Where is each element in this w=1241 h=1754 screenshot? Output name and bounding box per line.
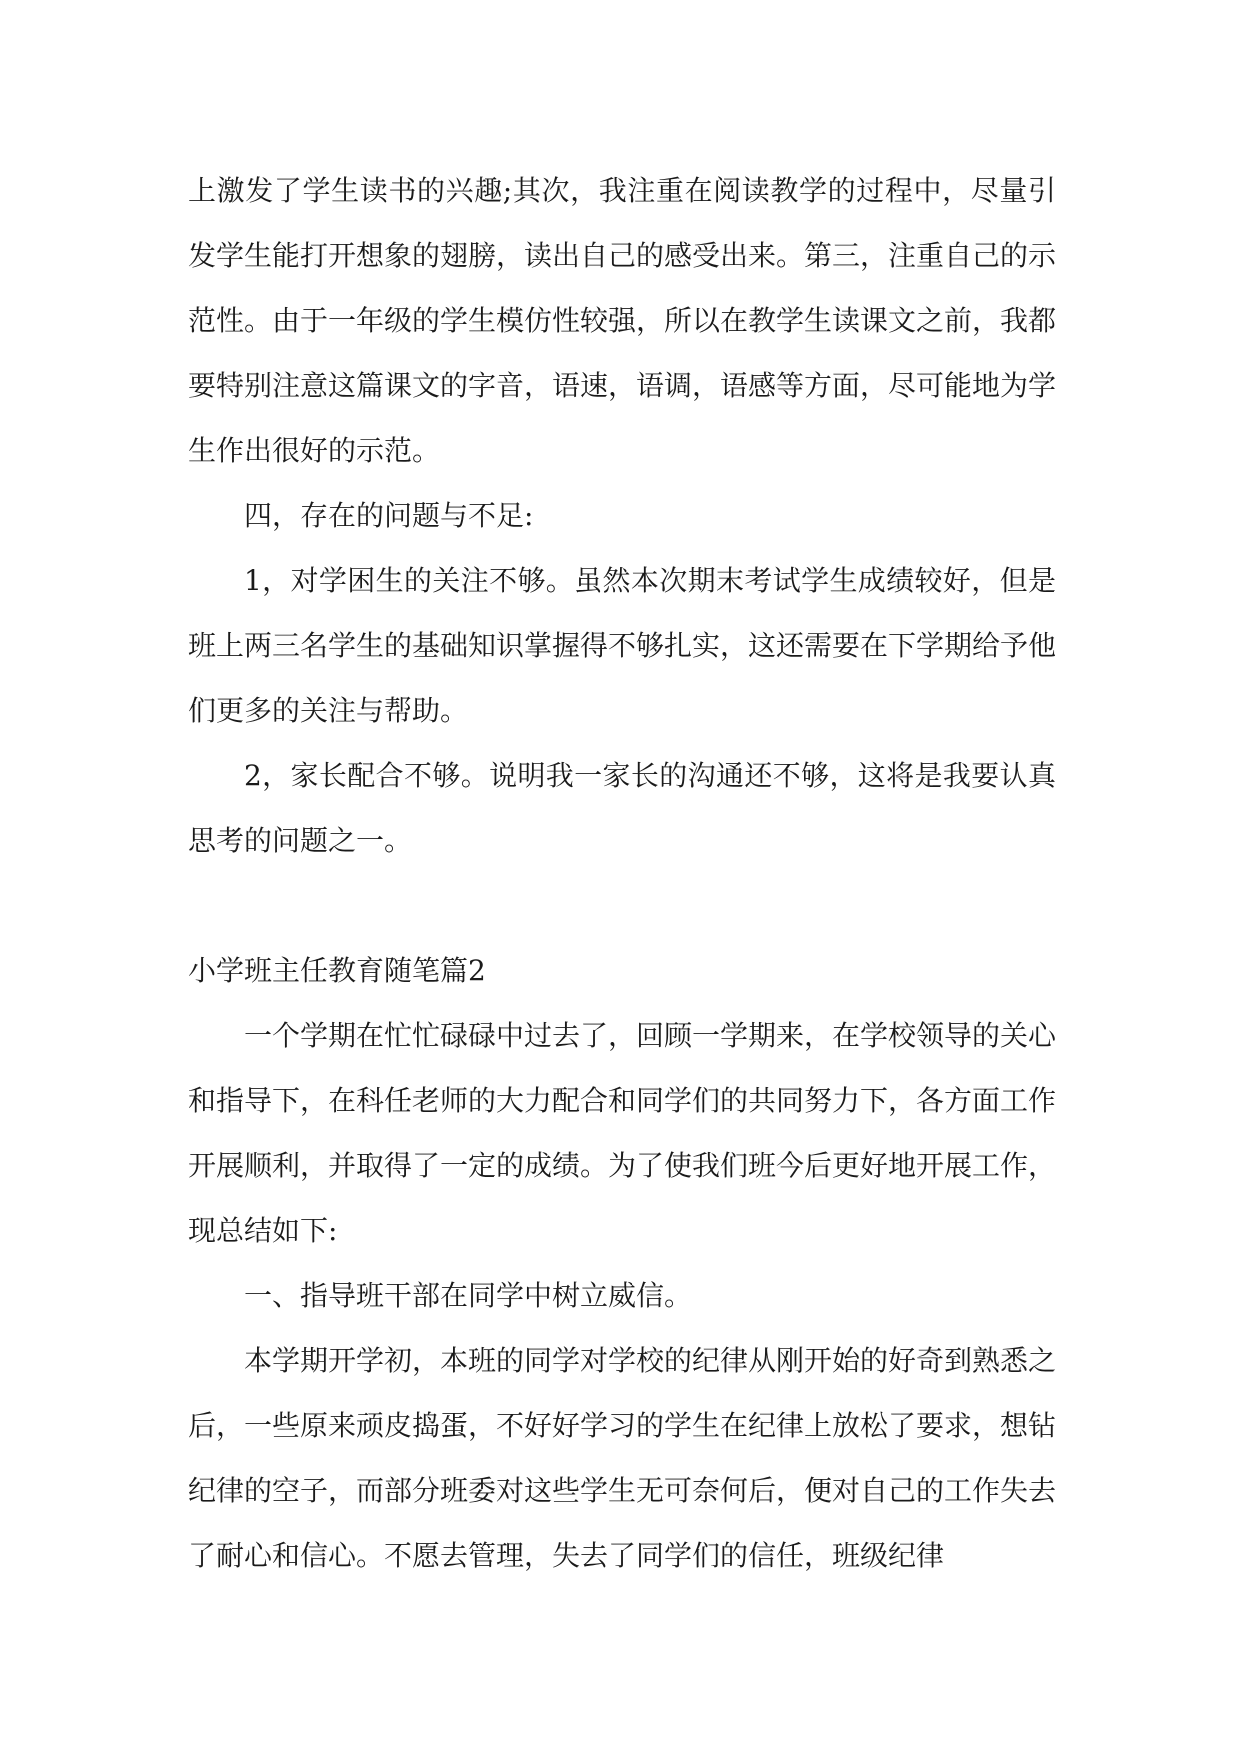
section-heading-guidance: 一、指导班干部在同学中树立威信。 bbox=[244, 1279, 693, 1312]
paragraph-continuation: 上激发了学生读书的兴趣;其次，我注重在阅读教学的过程中，尽量引发学生能打开想象的翅膀，读出自己的感受出来。第三，注重自己的示范性。由于一年级的学生模仿性较强，所以在教学生读课文之前，我都要特别注意这篇课文的字音，语速，语调，语感等方面，尽可能地为学生作出很好的示范。 bbox=[188, 174, 1057, 467]
paragraph-intro: 一个学期在忙忙碌碌中过去了，回顾一学期来，在学校领导的关心和指导下，在科任老师的大力配合和同学们的共同努力下，各方面工作开展顺利，并取得了一定的成绩。为了使我们班今后更好地开展工作，现总结如下: bbox=[188, 1019, 1057, 1247]
document-body bbox=[188, 158, 1056, 1588]
paragraph-guidance: 本学期开学初，本班的同学对学校的纪律从刚开始的好奇到熟悉之后，一些原来顽皮捣蛋，不好好学习的学生在纪律上放松了要求，想钻纪律的空子，而部分班委对这些学生无可奈何后，便对自己的工作失去了耐心和信心。不愿去管理，失去了同学们的信任，班级纪律 bbox=[188, 1344, 1057, 1572]
paragraph-problem-1: 1，对学困生的关注不够。虽然本次期末考试学生成绩较好，但是班上两三名学生的基础知识掌握得不够扎实，这还需要在下学期给予他们更多的关注与帮助。 bbox=[188, 564, 1057, 727]
article-title: 小学班主任教育随笔篇2 bbox=[188, 954, 486, 987]
section-heading-problems: 四，存在的问题与不足: bbox=[244, 499, 534, 532]
paragraph-problem-2: 2，家长配合不够。说明我一家长的沟通还不够，这将是我要认真思考的问题之一。 bbox=[188, 759, 1056, 857]
